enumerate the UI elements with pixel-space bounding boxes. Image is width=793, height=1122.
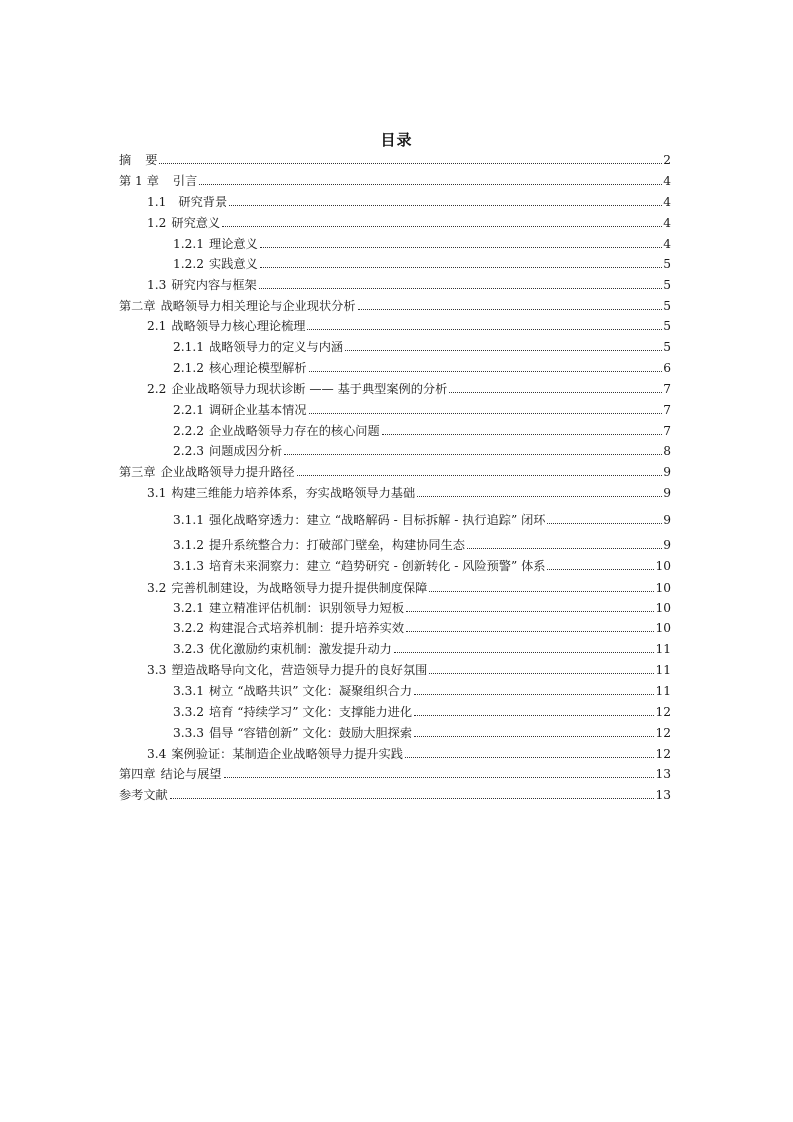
toc-entry-number: 3.4 (147, 747, 167, 761)
toc-entry-1.3[interactable] (147, 275, 671, 293)
toc-entry-text: 树立 “战略共识” 文化：凝聚组织合力 (209, 684, 413, 698)
toc-entry-page: 7 (663, 382, 671, 396)
toc-entry-number: 1.3 (147, 278, 167, 292)
toc-entry-第1章[interactable] (119, 171, 671, 189)
dot-leader (429, 672, 654, 674)
toc-entry-3.1.3[interactable] (173, 556, 671, 574)
toc-entry-label (173, 683, 413, 699)
dot-leader (259, 287, 663, 289)
toc-entry-text: 实践意义 (209, 257, 258, 271)
toc-title: 目录 (380, 131, 413, 149)
toc-entry-1.1[interactable] (147, 192, 671, 210)
toc-entry-2.2.2[interactable] (173, 421, 671, 439)
dot-leader (406, 630, 654, 632)
toc-entry-page: 5 (663, 278, 671, 292)
toc-entry-label (119, 152, 158, 168)
toc-entry-text: 完善机制建设，为战略领导力提升提供制度保障 (171, 581, 428, 595)
toc-entry-page: 12 (655, 726, 671, 740)
toc-entry-number: 1.2 (147, 216, 167, 230)
toc-entry-page: 7 (663, 424, 671, 438)
toc-entry-page: 4 (663, 237, 671, 251)
toc-entry-label (173, 360, 308, 376)
toc-entry-label (173, 512, 546, 528)
toc-entry-number: 3.3.2 (173, 705, 205, 719)
toc-entry-number: 第三章 (119, 465, 156, 479)
dot-leader (309, 370, 663, 372)
toc-entry-page: 11 (655, 684, 671, 698)
dot-leader (405, 756, 655, 758)
toc-entry-page: 4 (663, 195, 671, 209)
toc-entry-text: 企业战略领导力提升路径 (160, 465, 295, 479)
dot-leader (345, 349, 662, 351)
toc-entry-label (147, 580, 428, 596)
toc-entry-page: 11 (655, 663, 671, 677)
toc-entry-第二章[interactable] (119, 296, 671, 314)
dot-leader (417, 495, 662, 497)
toc-entry-label (147, 277, 258, 293)
toc-entry-number: 1.2.2 (173, 257, 205, 271)
toc-entry-label (173, 339, 344, 355)
toc-entry-3.2.2[interactable] (173, 618, 671, 636)
toc-entry-摘[interactable] (119, 150, 671, 168)
toc-entry-number: 2.2.2 (173, 424, 205, 438)
toc-entry-number: 3.1 (147, 486, 167, 500)
toc-entry-label (173, 558, 546, 574)
toc-entry-label (173, 256, 259, 272)
toc-entry-label (147, 194, 228, 210)
toc-entry-number: 2.2.3 (173, 444, 205, 458)
toc-entry-page: 11 (655, 642, 671, 656)
toc-entry-page: 9 (663, 486, 671, 500)
toc-entry-text: 调研企业基本情况 (209, 403, 307, 417)
toc-entry-2.1.1[interactable] (173, 337, 671, 355)
dot-leader (382, 433, 663, 435)
toc-entry-text: 构建混合式培养机制：提升培养实效 (209, 621, 405, 635)
toc-entry-text: 培育 “持续学习” 文化：支撑能力进化 (209, 705, 413, 719)
toc-entry-number: 3.2.1 (173, 601, 205, 615)
toc-entry-number: 2.1.1 (173, 340, 205, 354)
toc-entry-page: 2 (663, 153, 671, 167)
toc-entry-number: 3.2.2 (173, 621, 205, 635)
toc-entry-number: 摘 (119, 153, 132, 167)
toc-entry-3.1.1[interactable] (173, 510, 671, 528)
toc-entry-text: 参考文献 (119, 788, 168, 802)
toc-entry-page: 5 (663, 257, 671, 271)
toc-entry-3.3.2[interactable] (173, 702, 671, 720)
toc-entry-number: 3.1.3 (173, 559, 205, 573)
toc-entry-2.2.3[interactable] (173, 441, 671, 459)
dot-leader (260, 266, 662, 268)
dot-leader (414, 714, 654, 716)
toc-entry-3.2.1[interactable] (173, 598, 671, 616)
dot-leader (224, 776, 655, 778)
toc-entry-number: 2.2.1 (173, 403, 205, 417)
toc-entry-text: 优化激励约束机制：激发提升动力 (209, 642, 392, 656)
toc-entry-2.1[interactable] (147, 316, 671, 334)
toc-entry-text: 强化战略穿透力：建立 “战略解码 - 目标拆解 - 执行追踪” 闭环 (209, 513, 546, 527)
toc-entry-label (147, 381, 448, 397)
toc-entry-label (119, 766, 223, 782)
toc-entry-number: 第 1 章 (119, 174, 159, 188)
toc-entry-label (147, 215, 221, 231)
toc-entry-text: 战略领导力相关理论与企业现状分析 (160, 299, 356, 313)
dot-leader (449, 391, 662, 393)
toc-entry-label (147, 318, 306, 334)
dot-leader (358, 308, 663, 310)
toc-entry-number: 3.3.3 (173, 726, 205, 740)
toc-entry-3.3.1[interactable] (173, 681, 671, 699)
toc-entry-label (119, 787, 169, 803)
toc-entry-page: 9 (663, 513, 671, 527)
toc-entry-text: 培育未来洞察力：建立 “趋势研究 - 创新转化 - 风险预警” 体系 (209, 559, 546, 573)
toc-entry-page: 10 (655, 601, 671, 615)
toc-entry-label (173, 620, 405, 636)
dot-leader (297, 474, 663, 476)
toc-entry-第三章[interactable] (119, 462, 671, 480)
dot-leader (222, 225, 662, 227)
toc-entry-page: 6 (663, 361, 671, 375)
toc-entry-label (147, 485, 416, 501)
toc-entry-text: 结论与展望 (160, 767, 222, 781)
toc-entry-page: 5 (663, 299, 671, 313)
toc-entry-page: 8 (663, 444, 671, 458)
dot-leader (159, 162, 662, 164)
toc-entry-page: 9 (663, 465, 671, 479)
toc-entry-number: 2.1.2 (173, 361, 205, 375)
toc-entry-page: 7 (663, 403, 671, 417)
toc-entry-number: 3.3 (147, 663, 167, 677)
toc-entry-text: 核心理论模型解析 (209, 361, 307, 375)
toc-entry-text: 提升系统整合力：打破部门壁垒，构建协同生态 (209, 538, 465, 552)
toc-entry-label (173, 236, 259, 252)
toc-entry-text: 案例验证：某制造企业战略领导力提升实践 (171, 747, 403, 761)
dot-leader (467, 547, 662, 549)
toc-entry-number: 1.1 (147, 195, 167, 209)
toc-entry-text: 塑造战略导向文化，营造领导力提升的良好氛围 (171, 663, 428, 677)
toc-entry-number: 第二章 (119, 299, 156, 313)
toc-entry-3.1[interactable] (147, 483, 671, 501)
toc-entry-3.4[interactable] (147, 744, 671, 762)
dot-leader (229, 204, 662, 206)
toc-entry-text: 战略领导力核心理论梳理 (171, 319, 306, 333)
toc-entry-text: 倡导 “容错创新” 文化：鼓励大胆探索 (209, 726, 413, 740)
toc-entry-1.2[interactable] (147, 213, 671, 231)
toc-entry-3.3[interactable] (147, 660, 671, 678)
toc-entry-label (119, 298, 357, 314)
toc-entry-label (173, 402, 308, 418)
dot-leader (394, 651, 655, 653)
toc-entry-label (147, 662, 428, 678)
toc-entry-3.2.3[interactable] (173, 639, 671, 657)
toc-entry-text: 研究背景 (178, 195, 228, 209)
toc-entry-page: 13 (655, 788, 671, 802)
toc-entry-label (173, 443, 283, 459)
toc-entry-label (173, 704, 413, 720)
toc-entry-3.3.3[interactable] (173, 723, 671, 741)
toc-entry-text: 问题成因分析 (209, 444, 283, 458)
toc-entry-page: 4 (663, 174, 671, 188)
toc-entry-label (119, 173, 198, 189)
toc-entry-label (147, 746, 404, 762)
toc-entry-page: 9 (663, 538, 671, 552)
toc-entry-page: 13 (655, 767, 671, 781)
toc-entry-number: 3.2 (147, 581, 167, 595)
dot-leader (414, 693, 654, 695)
toc-entry-text: 要 (145, 153, 158, 167)
dot-leader (170, 797, 655, 799)
toc-entry-text: 企业战略领导力存在的核心问题 (209, 424, 380, 438)
toc-entry-number: 3.3.1 (173, 684, 205, 698)
toc-entry-text: 构建三维能力培养体系，夯实战略领导力基础 (171, 486, 416, 500)
toc-entry-page: 10 (655, 559, 671, 573)
dot-leader (406, 610, 654, 612)
toc-entry-text: 建立精准评估机制：识别领导力短板 (209, 601, 405, 615)
toc-entry-第四章[interactable] (119, 764, 671, 782)
toc-entry-1.2.2[interactable] (173, 254, 671, 272)
toc-entry-label (173, 641, 393, 657)
toc-entry-2.2[interactable] (147, 379, 671, 397)
toc-entry-page: 10 (655, 581, 671, 595)
toc-entry-number: 3.1.1 (173, 513, 205, 527)
toc-entry-text: 引言 (172, 174, 198, 188)
toc-entry-label (173, 423, 381, 439)
dot-leader (199, 183, 662, 185)
toc-entry-page: 5 (663, 340, 671, 354)
dot-leader (284, 453, 662, 455)
toc-entry-number: 3.2.3 (173, 642, 205, 656)
toc-entry-page: 12 (655, 747, 671, 761)
toc-entry-text: 企业战略领导力现状诊断 —— 基于典型案例的分析 (171, 382, 448, 396)
toc-entry-page: 4 (663, 216, 671, 230)
toc-entry-page: 10 (655, 621, 671, 635)
dot-leader (307, 328, 662, 330)
toc-entry-number: 第四章 (119, 767, 156, 781)
toc-entry-label (173, 537, 466, 553)
toc-entry-2.2.1[interactable] (173, 400, 671, 418)
toc-entry-2.1.2[interactable] (173, 358, 671, 376)
toc-entry-label (173, 725, 413, 741)
toc-entry-text: 理论意义 (209, 237, 258, 251)
toc-entry-3.2[interactable] (147, 578, 671, 596)
toc-entry-1.2.1[interactable] (173, 234, 671, 252)
toc-entry-number: 3.1.2 (173, 538, 205, 552)
toc-entry-3.1.2[interactable] (173, 535, 671, 553)
toc-entry-label (173, 600, 405, 616)
dot-leader (547, 568, 654, 570)
toc-entry-number: 1.2.1 (173, 237, 205, 251)
toc-entry-text: 研究内容与框架 (171, 278, 257, 292)
toc-entry-number: 2.2 (147, 382, 167, 396)
dot-leader (260, 246, 662, 248)
toc-entry-number: 2.1 (147, 319, 167, 333)
toc-entry-page: 12 (655, 705, 671, 719)
toc-entry-refs[interactable] (119, 785, 671, 803)
dot-leader (547, 522, 662, 524)
dot-leader (429, 590, 654, 592)
toc-entry-label (119, 464, 296, 480)
toc-entry-text: 战略领导力的定义与内涵 (209, 340, 344, 354)
toc-entry-page: 5 (663, 319, 671, 333)
toc-entry-text: 研究意义 (171, 216, 221, 230)
dot-leader (414, 735, 654, 737)
dot-leader (309, 412, 663, 414)
